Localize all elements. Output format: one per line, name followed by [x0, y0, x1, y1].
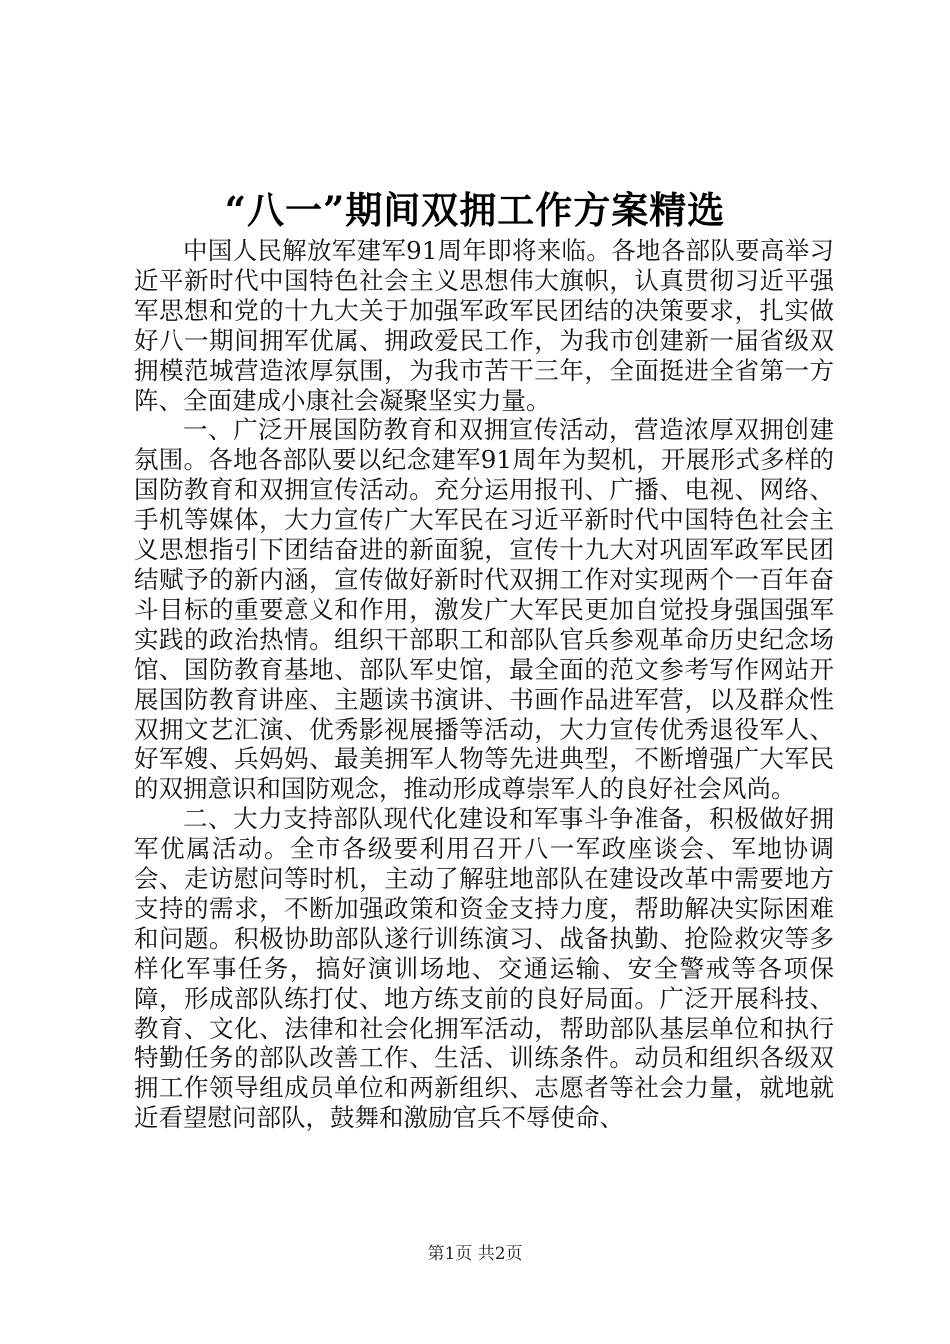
- paragraph-intro: 中国人民解放军建军91周年即将来临。各地各部队要高举习近平新时代中国特色社会主义思想伟大旗帜，认真贯彻习近平强军思想和党的十九大关于加强军政军民团结的决策要求，扎实做好八一期间拥军优属、拥政爱民工作，为我市创建新一届省级双拥模范城营造浓厚氛围，为我市苦干三年，全面挺进全省第一方阵、全面建成小康社会凝聚坚实力量。: [134, 236, 834, 415]
- paragraph-section-2: 二、大力支持部队现代化建设和军事斗争准备，积极做好拥军优属活动。全市各级要利用召开八一军政座谈会、军地协调会、走访慰问等时机，主动了解驻地部队在建设改革中需要地方支持的需求，不断加强政策和资金支持力度，帮助解决实际困难和问题。积极协助部队遂行训练演习、战备执勤、抢险救灾等多样化军事任务，搞好演训场地、交通运输、安全警戒等各项保障，形成部队练打仗、地方练支前的良好局面。广泛开展科技、教育、文化、法律和社会化拥军活动，帮助部队基层单位和执行特勤任务的部队改善工作、生活、训练条件。动员和组织各级双拥工作领导组成员单位和两新组织、志愿者等社会力量，就地就近看望慰问部队，鼓舞和激励官兵不辱使命、: [134, 804, 834, 1133]
- document-title: “八一”期间双拥工作方案精选: [224, 188, 726, 232]
- paragraph-section-1: 一、广泛开展国防教育和双拥宣传活动，营造浓厚双拥创建氛围。各地各部队要以纪念建军91周年为契机，开展形式多样的国防教育和双拥宣传活动。充分运用报刊、广播、电视、网络、手机等媒体，大力宣传广大军民在习近平新时代中国特色社会主义思想指引下团结奋进的新面貌，宣传十九大对巩固军政军民团结赋予的新内涵，宣传做好新时代双拥工作对实现两个一百年奋斗目标的重要意义和作用，激发广大军民更加自觉投身强国强军实践的政治热情。组织干部职工和部队官兵参观革命历史纪念场馆、国防教育基地、部队军史馆，最全面的范文参考写作网站开展国防教育讲座、主题读书演讲、书画作品进军营，以及群众性双拥文艺汇演、优秀影视展播等活动，大力宣传优秀退役军人、好军嫂、兵妈妈、最美拥军人物等先进典型，不断增强广大军民的双拥意识和国防观念，推动形成尊崇军人的良好社会风尚。: [134, 415, 834, 804]
- document-body: [134, 236, 834, 1133]
- page-number-footer: 第1页 共2页: [427, 1244, 523, 1264]
